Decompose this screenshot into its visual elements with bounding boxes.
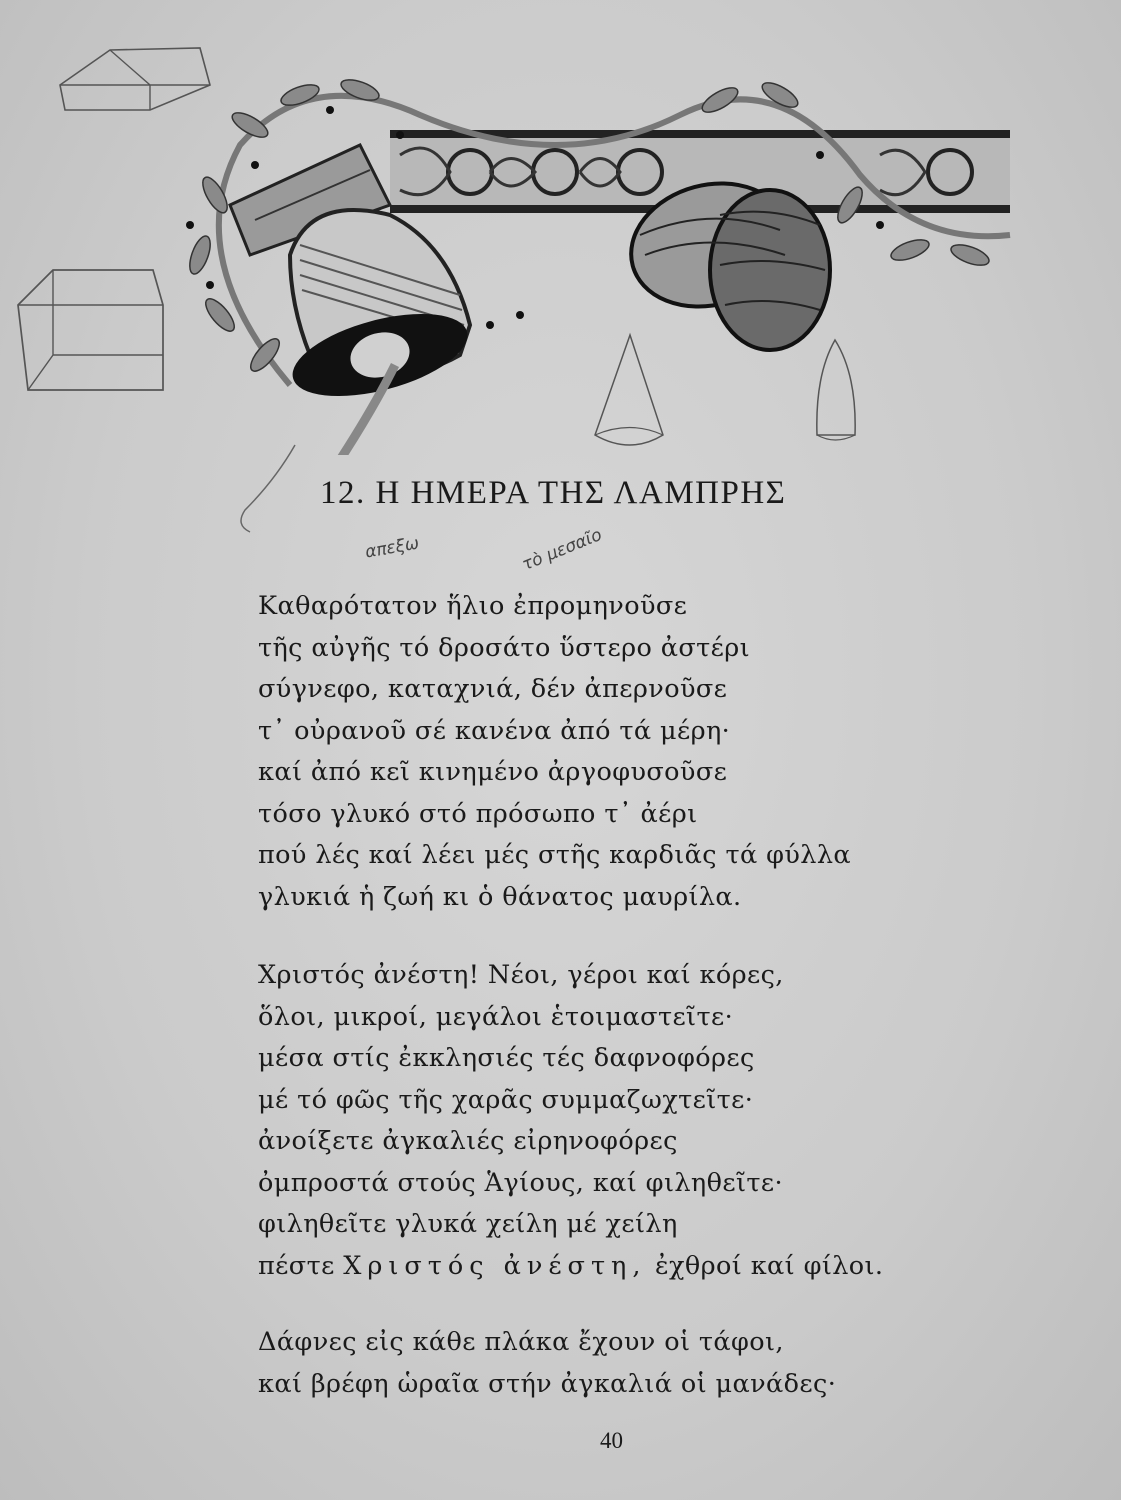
poem-line-last — [258, 1246, 883, 1288]
poem-line: ὀμπροστά στούς Ἁγίους, καί φιληθεῖτε· — [258, 1167, 783, 1198]
poem-line: ὅλοι, μικροί, μεγάλοι ἑτοιμαστεῖτε· — [258, 1001, 734, 1032]
poem-line: μέσα στίς ἐκκλησιές τές δαφνοφόρες — [258, 1043, 755, 1073]
pencil-sketch-rope-line — [225, 440, 305, 540]
poem-line: Δάφνες εἰς κάθε πλάκα ἔχουν οἱ τάφοι, — [258, 1327, 784, 1357]
poem-line: καί βρέφη ὡραῖα στήν ἀγκαλιά οἱ μανάδες· — [258, 1368, 837, 1399]
poem-line: ἀνοίξετε ἀγκαλιές εἰρηνοφόρες — [258, 1126, 678, 1156]
page-number: 40 — [600, 1428, 623, 1453]
poem-line: πού λές καί λέει μές στῆς καρδιᾶς τά φύλλα — [258, 840, 852, 870]
page-title: 12. Η ΗΜΕΡΑ ΤΗΣ ΛΑΜΠΡΗΣ — [320, 475, 787, 511]
handwritten-note-1: απεξω — [363, 533, 421, 563]
poem-line: Καθαρότατον ἥλιο ἐπρομηνοῦσε — [258, 591, 688, 621]
bell-illustration — [284, 210, 476, 455]
stanza-2 — [258, 955, 883, 1287]
stanza-3 — [258, 1322, 836, 1405]
poem-line: μέ τό φῶς τῆς χαρᾶς συμμαζωχτεῖτε· — [258, 1084, 754, 1115]
poem-line: καί ἀπό κεῖ κινημένο ἀργοφυσοῦσε — [258, 757, 728, 787]
poem-line: σύγνεφο, καταχνιά, δέν ἀπερνοῦσε — [258, 674, 728, 704]
easter-ornament-illustration — [160, 55, 1020, 455]
poem-line: τ᾽ οὐρανοῦ σέ κανένα ἀπό τά μέρη· — [258, 715, 731, 746]
poem-line: Χριστός ἀνέστη! Νέοι, γέροι καί κόρες, — [258, 960, 784, 990]
poem-line-spaced: Χριστός ἀνέστη, — [343, 1250, 647, 1281]
handwritten-note-2: τὸ μεσαῖο — [519, 524, 605, 576]
poem-line: γλυκιά ἡ ζωή κι ὁ θάνατος μαυρίλα. — [258, 881, 742, 912]
poem-line: τόσο γλυκό στό πρόσωπο τ᾽ ἀέρι — [258, 798, 698, 829]
poem-line: φιληθεῖτε γλυκά χείλη μέ χείλη — [258, 1209, 678, 1239]
poem-line: τῆς αὐγῆς τό δροσάτο ὕστερο ἀστέρι — [258, 632, 751, 663]
pencil-sketch-cube — [8, 255, 173, 400]
poem-line-start: πέστε — [258, 1250, 335, 1281]
poem-line-end: ἐχθροί καί φίλοι. — [654, 1250, 884, 1281]
stanza-1 — [258, 586, 851, 918]
